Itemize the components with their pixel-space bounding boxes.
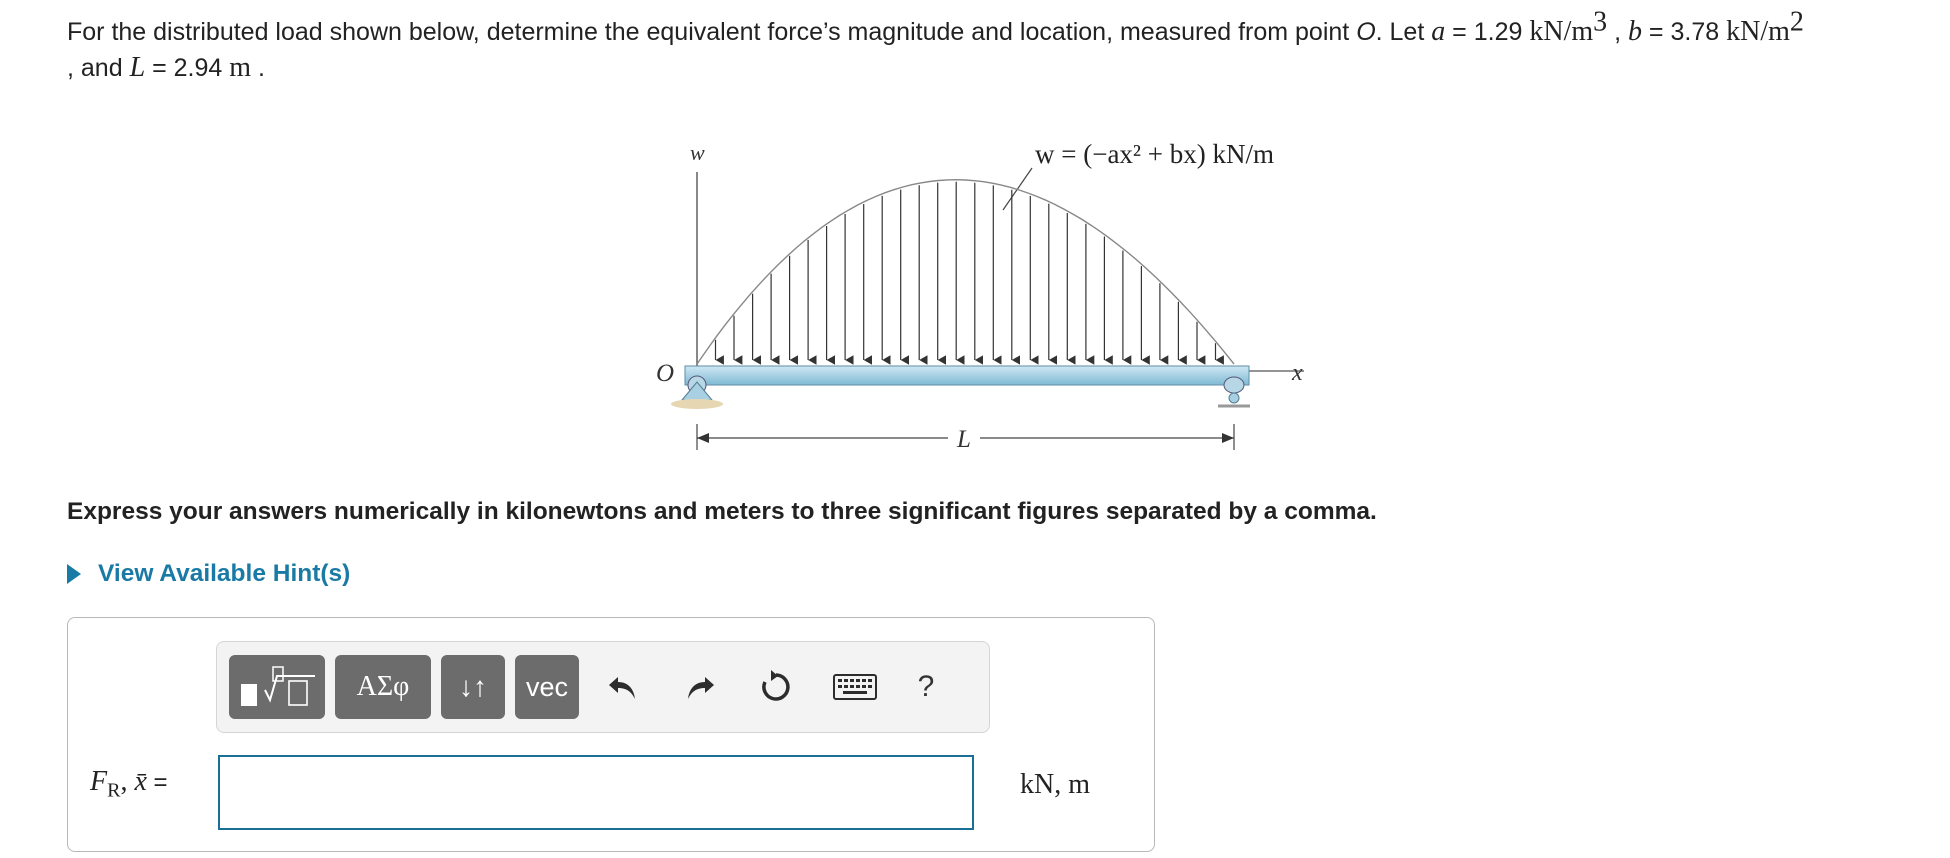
load-curve <box>697 180 1234 364</box>
keyboard-icon <box>833 674 877 700</box>
keyboard-button[interactable] <box>827 664 883 710</box>
and-text: , and <box>67 54 130 82</box>
b-equals: = <box>1641 18 1671 46</box>
let-text: . Let <box>1375 18 1432 46</box>
undo-icon <box>606 670 640 704</box>
answer-units: kN, m <box>1020 769 1090 800</box>
problem-intro: For the distributed load shown below, determine the equivalent force’s magnitude and location, measured from point <box>67 18 1357 46</box>
greek-letters-icon: ΑΣφ <box>356 671 410 702</box>
L-symbol: L <box>129 52 146 83</box>
x-axis-label: x <box>1292 360 1303 386</box>
L-unit: m <box>229 52 252 83</box>
problem-statement <box>67 6 1917 86</box>
view-hints-label: View Available Hint(s) <box>98 560 351 587</box>
math-toolbar <box>216 641 990 733</box>
a-equals: = <box>1445 18 1474 46</box>
answer-input[interactable] <box>218 755 974 830</box>
b-value: 3.78 <box>1670 18 1720 46</box>
a-symbol: a <box>1431 16 1446 47</box>
vector-button[interactable] <box>515 655 579 719</box>
point-o-label: O <box>1356 18 1376 46</box>
origin-label: O <box>656 360 675 387</box>
xbar-symbol: x̄ <box>134 766 147 797</box>
load-equation: w = (−ax² + bx) kN/m <box>1035 139 1274 169</box>
beam <box>685 366 1249 385</box>
force-subscript: R <box>107 779 121 802</box>
a-unit-exponent: 3 <box>1593 6 1608 38</box>
reset-icon <box>758 669 794 705</box>
answer-label <box>90 766 168 803</box>
L-equals: = <box>145 54 174 82</box>
answer-panel <box>67 617 1155 852</box>
label-separator: , <box>120 766 135 797</box>
vector-icon: vec <box>525 671 569 702</box>
expand-triangle-icon <box>67 564 81 584</box>
label-equals: = <box>146 769 168 796</box>
a-unit: kN/m <box>1529 16 1594 47</box>
length-label: L <box>957 426 971 453</box>
L-value: 2.94 <box>173 54 223 82</box>
b-unit-exponent: 2 <box>1789 6 1804 38</box>
w-axis-label: w <box>690 140 705 165</box>
load-arrows <box>716 182 1216 360</box>
force-symbol: F <box>90 766 108 797</box>
distributed-load-figure <box>640 128 1360 468</box>
sort-arrows-icon: ↓↑ <box>459 671 487 702</box>
sort-arrows-button[interactable] <box>441 655 505 719</box>
b-unit: kN/m <box>1726 16 1790 47</box>
templates-button[interactable] <box>229 655 325 719</box>
separator: , <box>1607 18 1628 46</box>
redo-icon <box>683 670 717 704</box>
help-icon: ? <box>917 670 935 703</box>
help-button[interactable] <box>903 664 949 710</box>
redo-button[interactable] <box>677 664 723 710</box>
reset-button[interactable] <box>753 664 799 710</box>
templates-icon <box>237 664 317 710</box>
b-symbol: b <box>1627 16 1642 47</box>
view-hints-link[interactable] <box>67 560 350 588</box>
answer-instruction: Express your answers numerically in kilonewtons and meters to three significant figures separated by a comma. <box>67 498 1377 525</box>
end-text: . <box>251 54 265 82</box>
greek-letters-button[interactable] <box>335 655 431 719</box>
a-value: 1.29 <box>1473 18 1523 46</box>
undo-button[interactable] <box>600 664 646 710</box>
